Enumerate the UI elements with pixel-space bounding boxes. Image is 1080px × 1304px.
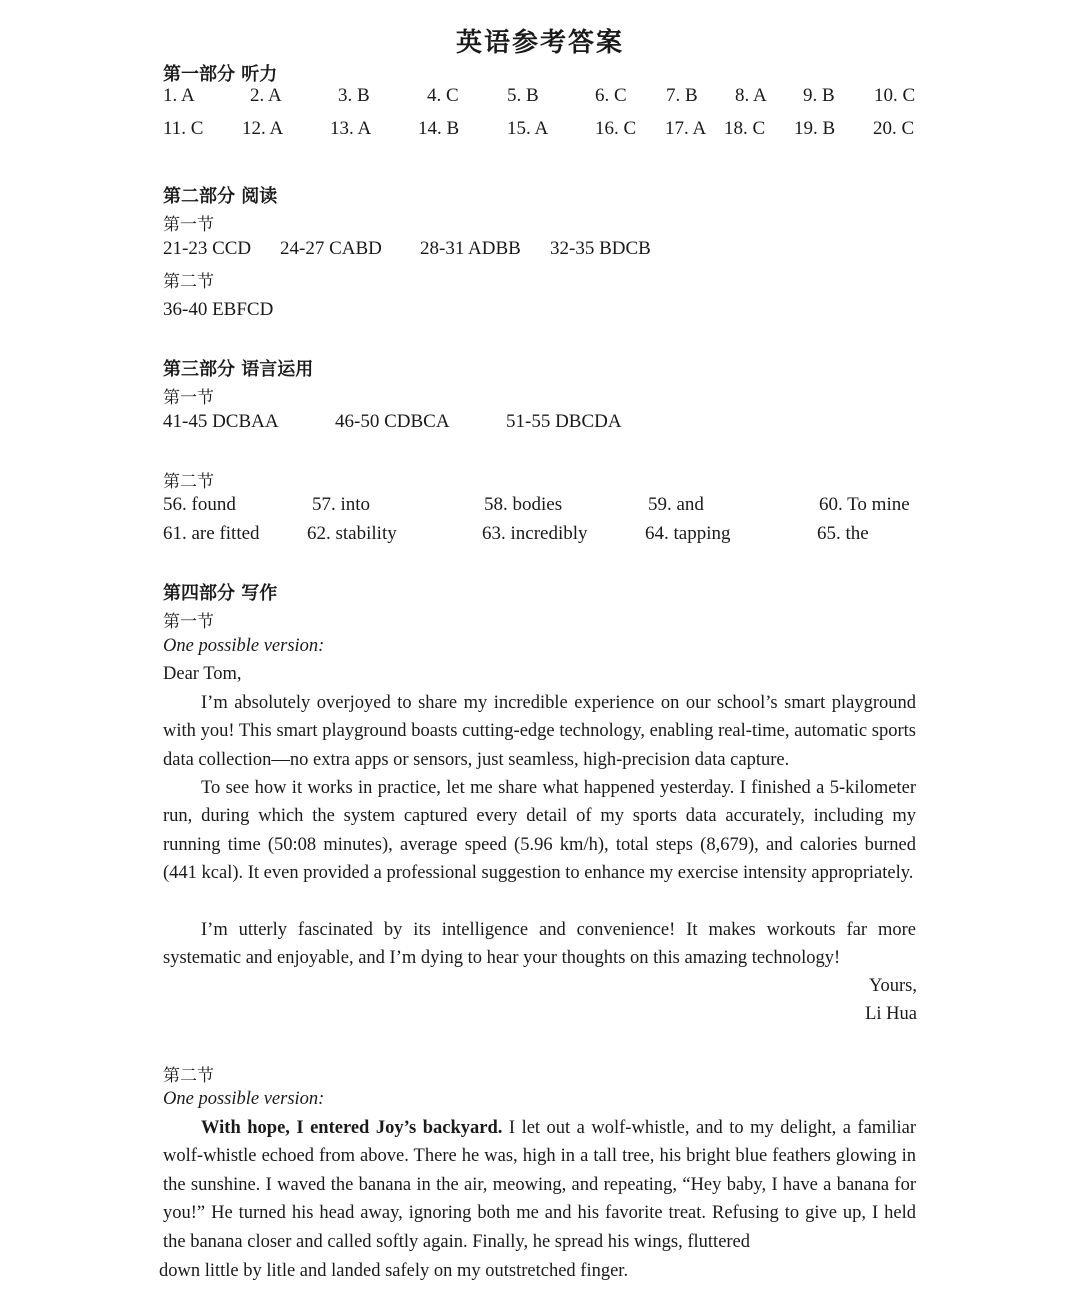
answer-17: 17. A (665, 118, 707, 139)
letter-signature: Li Hua (865, 1004, 917, 1024)
reading-answers-21-23: 21-23 CCD (163, 238, 252, 259)
page-title: 英语参考答案 (455, 28, 624, 58)
story-last-line: down little by litle and landed safely on my outstretched finger. (159, 1261, 629, 1281)
part3-heading: 第三部分 语言运用 (163, 359, 314, 380)
reading-answers-28-31: 28-31 ADBB (420, 238, 521, 259)
letter-paragraph-2: To see how it works in practice, let me share what happened yesterday. I finished a 5-kilometer run, during which the system captured every detail of my sports data accurately, including my running time (50:08 minutes), average speed (5.96 km/h), total steps (8,679), and calories burned (441 kcal). It even provided a professional suggestion to enhance my exercise intensity appropriately. (163, 778, 916, 884)
part3-section1-label: 第一节 (163, 388, 214, 408)
letter-paragraph-3: I’m utterly fascinated by its intelligence and convenience! It makes workouts far more systematic and enjoyable, and I’m dying to hear your thoughts on this amazing technology! (163, 920, 916, 969)
cloze-answers-46-50: 46-50 CDBCA (335, 411, 450, 432)
answer-13: 13. A (330, 118, 372, 139)
answer-58: 58. bodies (484, 494, 563, 515)
answer-19: 19. B (794, 118, 836, 139)
letter-paragraph-1: I’m absolutely overjoyed to share my incredible experience on our school’s smart playground with you! This smart playground boasts cutting-edge technology, enabling real-time, automatic sports data collection—no extra apps or sensors, just seamless, high-precision data capture. (163, 693, 916, 770)
part4-section2-label: 第二节 (163, 1066, 214, 1086)
story-opening-sentence: With hope, I entered Joy’s backyard. (201, 1118, 503, 1138)
answer-8: 8. A (735, 85, 767, 106)
answer-60: 60. To mine (819, 494, 910, 515)
answer-10: 10. C (874, 85, 916, 106)
answer-6: 6. C (595, 85, 627, 106)
answer-1: 1. A (163, 85, 195, 106)
answer-15: 15. A (507, 118, 549, 139)
part2-section1-label: 第一节 (163, 215, 214, 235)
reading-answers-32-35: 32-35 BDCB (550, 238, 651, 259)
answer-7: 7. B (666, 85, 698, 106)
answer-16: 16. C (595, 118, 637, 139)
part3-section2-label: 第二节 (163, 472, 214, 492)
cloze-answers-41-45: 41-45 DCBAA (163, 411, 279, 432)
answer-62: 62. stability (307, 523, 397, 544)
answer-56: 56. found (163, 494, 236, 515)
answer-18: 18. C (724, 118, 766, 139)
answer-5: 5. B (507, 85, 539, 106)
answer-64: 64. tapping (645, 523, 731, 544)
letter-closing: Yours, (869, 976, 917, 996)
part4-section1-label: 第一节 (163, 612, 214, 632)
reading-answers-36-40: 36-40 EBFCD (163, 299, 274, 320)
part1-heading: 第一部分 听力 (163, 64, 278, 85)
answer-14: 14. B (418, 118, 460, 139)
section1-version-label: One possible version: (163, 636, 325, 656)
answer-3: 3. B (338, 85, 370, 106)
letter-salutation: Dear Tom, (163, 664, 242, 684)
cloze-answers-51-55: 51-55 DBCDA (506, 411, 622, 432)
answer-9: 9. B (803, 85, 835, 106)
answer-2: 2. A (250, 85, 282, 106)
answer-65: 65. the (817, 523, 869, 544)
part4-heading: 第四部分 写作 (163, 583, 278, 604)
answer-11: 11. C (163, 118, 204, 139)
answer-63: 63. incredibly (482, 523, 588, 544)
story-paragraph (163, 1114, 916, 1256)
story-body: I let out a wolf-whistle, and to my delight, a familiar wolf-whistle echoed from above. There he was, high in a tall tree, his bright blue feathers glowing in the sunshine. I waved the banana in the air, meowing, and repeating, “Hey baby, I have a banana for you!” He turned his head away, ignoring both me and his favorite treat. Refusing to give up, I held the banana closer and called softly again. Finally, he spread his wings, fluttered (163, 1118, 916, 1252)
answer-59: 59. and (648, 494, 704, 515)
answer-20: 20. C (873, 118, 915, 139)
part2-section2-label: 第二节 (163, 272, 214, 292)
section2-version-label: One possible version: (163, 1089, 325, 1109)
reading-answers-24-27: 24-27 CABD (280, 238, 382, 259)
part2-heading: 第二部分 阅读 (163, 186, 278, 207)
answer-12: 12. A (242, 118, 284, 139)
answer-61: 61. are fitted (163, 523, 260, 544)
answer-57: 57. into (312, 494, 371, 515)
answer-4: 4. C (427, 85, 459, 106)
